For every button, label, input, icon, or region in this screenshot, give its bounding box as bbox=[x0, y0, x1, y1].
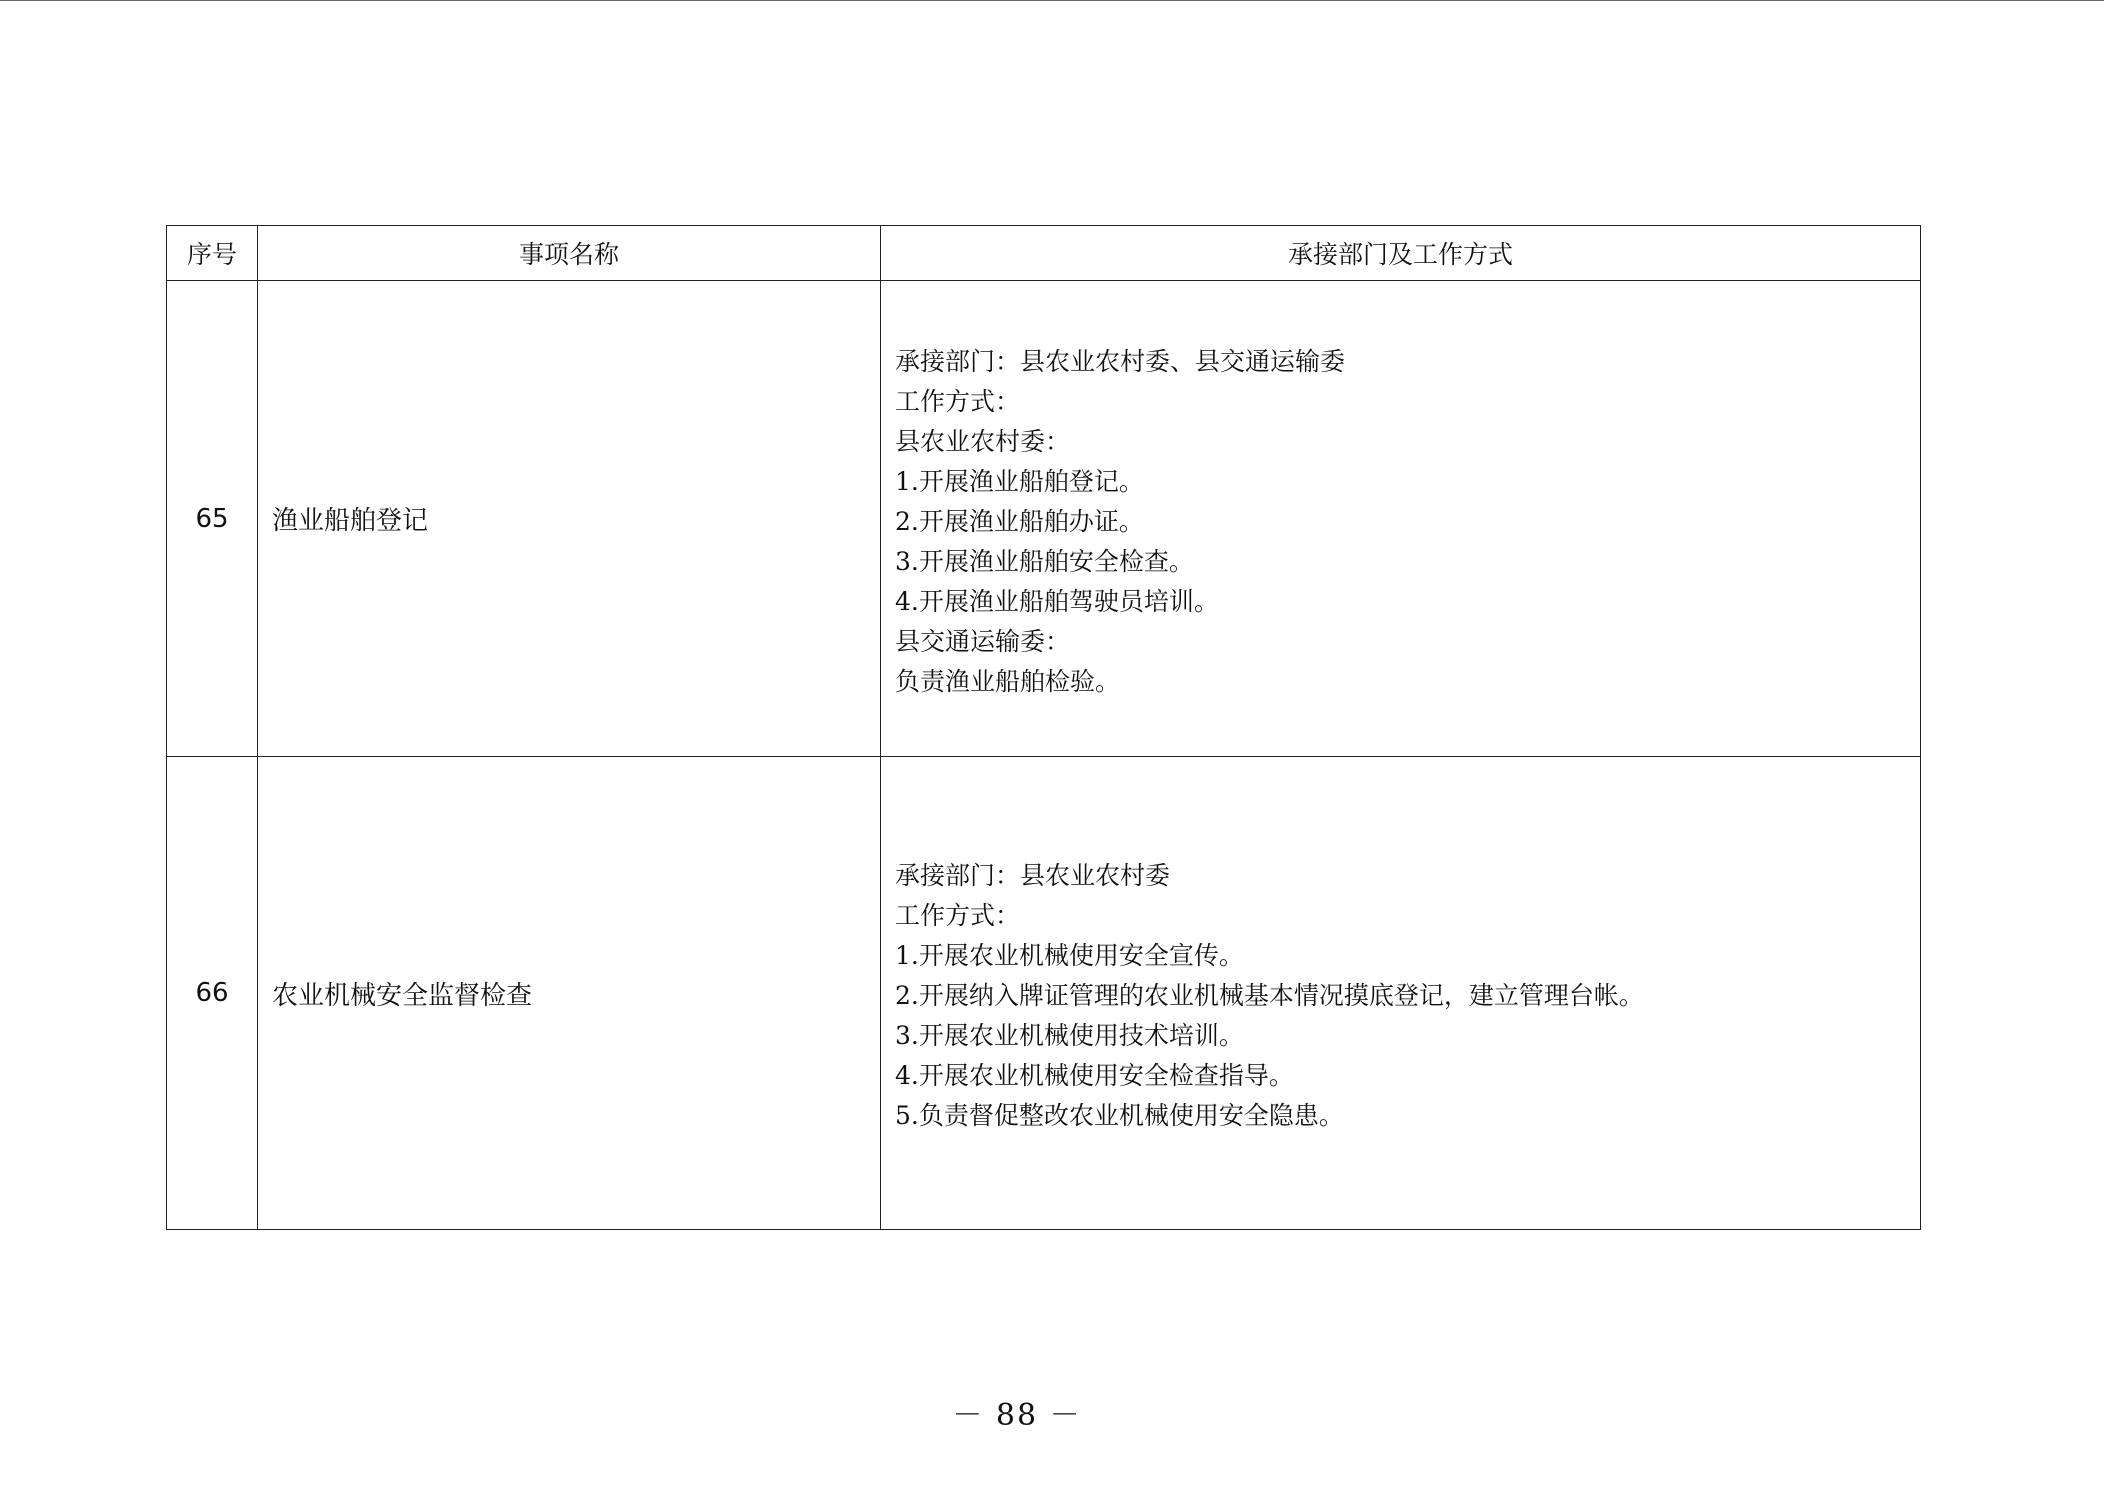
method-line: 工作方式： bbox=[895, 901, 1021, 930]
method-line: 4.开展渔业船舶驾驶员培训。 bbox=[895, 586, 1219, 616]
method-line: 负责渔业船舶检验。 bbox=[895, 666, 1121, 696]
table-row bbox=[167, 281, 1921, 757]
table-row bbox=[167, 757, 1921, 1230]
row-item-name: 农业机械安全监督检查 bbox=[258, 757, 881, 1230]
row-department-method bbox=[881, 757, 1921, 1230]
method-line: 3.开展渔业船舶安全检查。 bbox=[895, 546, 1194, 576]
method-line: 4.开展农业机械使用安全检查指导。 bbox=[895, 1061, 1294, 1090]
items-table bbox=[166, 225, 1921, 1230]
method-line: 县农业农村委： bbox=[895, 426, 1071, 456]
method-line: 1.开展农业机械使用安全宣传。 bbox=[895, 941, 1244, 970]
header-seq: 序号 bbox=[167, 226, 258, 281]
row-seq: 66 bbox=[167, 757, 258, 1230]
header-item-name: 事项名称 bbox=[258, 226, 881, 281]
method-line: 工作方式： bbox=[895, 386, 1021, 416]
table-header-row bbox=[167, 226, 1921, 281]
method-line: 3.开展农业机械使用技术培训。 bbox=[895, 1021, 1244, 1050]
method-line: 1.开展渔业船舶登记。 bbox=[895, 466, 1144, 496]
row-department-method bbox=[881, 281, 1921, 757]
method-line: 承接部门：县农业农村委、县交通运输委 bbox=[895, 346, 1346, 376]
page-number: － 88 － bbox=[952, 1398, 1082, 1433]
method-line: 县交通运输委： bbox=[895, 626, 1071, 656]
method-line: 5.负责督促整改农业机械使用安全隐患。 bbox=[895, 1101, 1344, 1130]
row-item-name: 渔业船舶登记 bbox=[258, 281, 881, 757]
header-department-method: 承接部门及工作方式 bbox=[881, 226, 1921, 281]
method-line: 2.开展渔业船舶办证。 bbox=[895, 506, 1144, 536]
method-line: 承接部门：县农业农村委 bbox=[895, 861, 1171, 890]
row-seq: 65 bbox=[167, 281, 258, 757]
method-line: 2.开展纳入牌证管理的农业机械基本情况摸底登记，建立管理台帐。 bbox=[895, 981, 1644, 1010]
page-top-border bbox=[0, 0, 2104, 1]
